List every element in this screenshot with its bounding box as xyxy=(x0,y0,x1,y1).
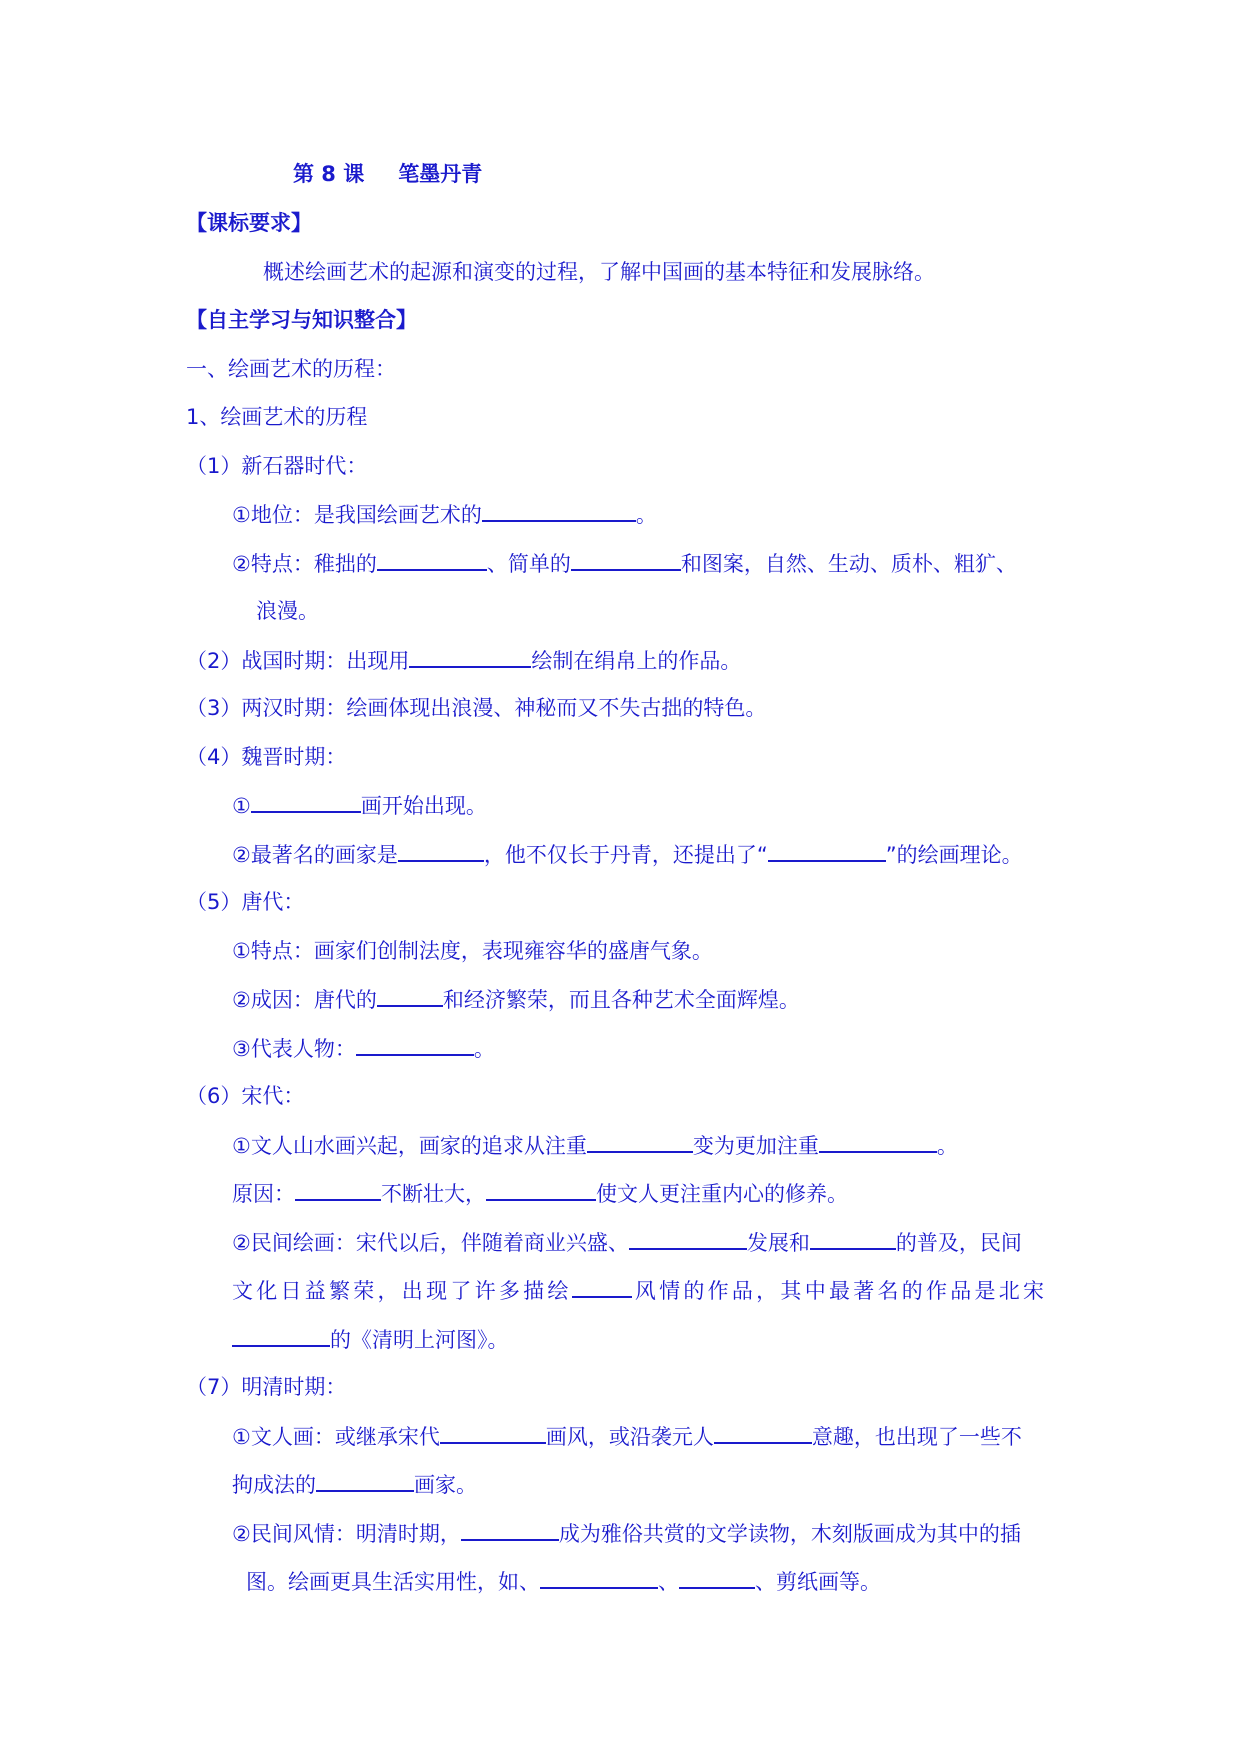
p1-b-text: ②特点：稚拙的 xyxy=(232,552,377,576)
p6-a-text: ①文人山水画兴起，画家的追求从注重 xyxy=(232,1134,587,1158)
p6-d-text2: 风情的作品，其中最著名的作品是北宋 xyxy=(631,1279,1045,1303)
p1-item-a xyxy=(232,500,657,529)
fill-blank[interactable] xyxy=(482,500,636,522)
requirements-text: 概述绘画艺术的起源和演变的过程，了解中国画的基本特征和发展脉络。 xyxy=(263,260,935,284)
fill-blank[interactable] xyxy=(295,1179,381,1201)
fill-blank[interactable] xyxy=(768,840,886,862)
fill-blank[interactable] xyxy=(810,1228,896,1250)
fill-blank[interactable] xyxy=(679,1567,755,1589)
p6-d-text: 文化日益繁荣，出现了许多描绘 xyxy=(232,1279,572,1303)
p2-line xyxy=(186,646,741,675)
fill-blank[interactable] xyxy=(232,1325,330,1347)
p1-a-end: 。 xyxy=(635,503,657,527)
p4-item-b xyxy=(232,840,1023,869)
p7-heading: （7）明清时期： xyxy=(186,1375,347,1399)
p7-d-text: 图。绘画更具生活实用性，如、 xyxy=(246,1570,540,1594)
p5-b-text: ②成因：唐代的 xyxy=(232,988,377,1012)
sub1-heading: 1、绘画艺术的历程 xyxy=(186,405,368,429)
fill-blank[interactable] xyxy=(356,1034,474,1056)
fill-blank[interactable] xyxy=(440,1422,546,1444)
p6-reason xyxy=(232,1179,848,1208)
fill-blank[interactable] xyxy=(398,840,484,862)
p3-line: （3）两汉时期：绘画体现出浪漫、神秘而又不失古拙的特色。 xyxy=(186,696,767,720)
lesson-title xyxy=(293,160,482,188)
p2-text2: 绘制在绢帛上的作品。 xyxy=(531,649,742,673)
p6-c-text2: 发展和 xyxy=(746,1231,810,1255)
p4-heading: （4）魏晋时期： xyxy=(186,745,347,769)
fill-blank[interactable] xyxy=(461,1519,559,1541)
p6-a-text2: 变为更加注重 xyxy=(692,1134,819,1158)
p6-item-d xyxy=(232,1276,1044,1305)
fill-blank[interactable] xyxy=(819,1131,937,1153)
fill-blank[interactable] xyxy=(587,1131,693,1153)
p6-c-text3: 的普及，民间 xyxy=(895,1231,1022,1255)
p7-a-text: ①文人画：或继承宋代 xyxy=(232,1425,440,1449)
p5-item-a: ①特点：画家们创制法度，表现雍容华的盛唐气象。 xyxy=(232,939,713,963)
p7-c-text2: 成为雅俗共赏的文学读物，木刻版画成为其中的插 xyxy=(558,1522,1021,1546)
fill-blank[interactable] xyxy=(251,791,361,813)
study-heading: 【自主学习与知识整合】 xyxy=(186,308,417,332)
p7-d-text2: 、剪纸画等。 xyxy=(755,1570,881,1594)
fill-blank[interactable] xyxy=(377,985,443,1007)
p6-item-c xyxy=(232,1228,1022,1257)
p6-reason-text2: 使文人更注重内心的修养。 xyxy=(596,1182,848,1206)
p4-b-text3: ”的绘画理论。 xyxy=(885,843,1023,867)
p4-a-text2: 画开始出现。 xyxy=(360,794,487,818)
fill-blank[interactable] xyxy=(714,1422,812,1444)
p7-d-sep: 、 xyxy=(658,1570,679,1594)
p7-a-text2: 画风，或沿袭元人 xyxy=(545,1425,714,1449)
lesson-number: 第 8 课 xyxy=(293,162,365,186)
p1-item-b xyxy=(232,549,1017,578)
fill-blank[interactable] xyxy=(409,646,531,668)
p7-item-a xyxy=(232,1422,1022,1451)
p7-c-text: ②民间风情：明清时期， xyxy=(232,1522,461,1546)
p1-item-b-cont: 浪漫。 xyxy=(256,599,319,623)
lesson-name: 笔墨丹青 xyxy=(398,162,483,186)
fill-blank[interactable] xyxy=(377,549,487,571)
p6-c-text: ②民间绘画：宋代以后，伴随着商业兴盛、 xyxy=(232,1231,629,1255)
fill-blank[interactable] xyxy=(316,1470,414,1492)
p6-heading: （6）宋代： xyxy=(186,1084,305,1108)
p6-reason-label: 原因： xyxy=(232,1182,295,1206)
requirements-heading: 【课标要求】 xyxy=(186,211,312,235)
p7-item-d xyxy=(246,1567,881,1596)
p4-b-text2: ，他不仅长于丹青，还提出了“ xyxy=(483,843,768,867)
p6-item-a xyxy=(232,1131,958,1160)
p5-item-c xyxy=(232,1034,495,1063)
fill-blank[interactable] xyxy=(540,1567,658,1589)
p5-heading: （5）唐代： xyxy=(186,890,305,914)
p4-a-text: ① xyxy=(232,794,251,818)
fill-blank[interactable] xyxy=(572,1276,632,1298)
fill-blank[interactable] xyxy=(571,549,681,571)
p6-e-text: 的《清明上河图》。 xyxy=(330,1328,509,1352)
p5-c-text: ③代表人物： xyxy=(232,1037,356,1061)
p1-b-text2: 、简单的 xyxy=(486,552,571,576)
p5-c-end: 。 xyxy=(473,1037,495,1061)
p4-item-a xyxy=(232,791,487,820)
p7-b-text: 拘成法的 xyxy=(232,1473,316,1497)
fill-blank[interactable] xyxy=(486,1179,596,1201)
p6-reason-text: 不断壮大， xyxy=(381,1182,486,1206)
p7-b-text2: 画家。 xyxy=(414,1473,477,1497)
p1-heading: （1）新石器时代： xyxy=(186,454,368,478)
part1-heading: 一、绘画艺术的历程： xyxy=(186,357,396,381)
p5-b-text2: 和经济繁荣，而且各种艺术全面辉煌。 xyxy=(442,988,800,1012)
p1-b-text3: 和图案，自然、生动、质朴、粗犷、 xyxy=(680,552,1017,576)
p7-item-c xyxy=(232,1519,1021,1548)
p7-a-text3: 意趣，也出现了一些不 xyxy=(811,1425,1022,1449)
p5-item-b xyxy=(232,985,800,1014)
fill-blank[interactable] xyxy=(629,1228,747,1250)
p2-text: （2）战国时期：出现用 xyxy=(186,649,410,673)
p7-item-b xyxy=(232,1470,477,1499)
p6-item-e xyxy=(232,1325,509,1354)
p1-a-text: ①地位：是我国绘画艺术的 xyxy=(232,503,482,527)
p6-a-end: 。 xyxy=(936,1134,958,1158)
p4-b-text: ②最著名的画家是 xyxy=(232,843,398,867)
